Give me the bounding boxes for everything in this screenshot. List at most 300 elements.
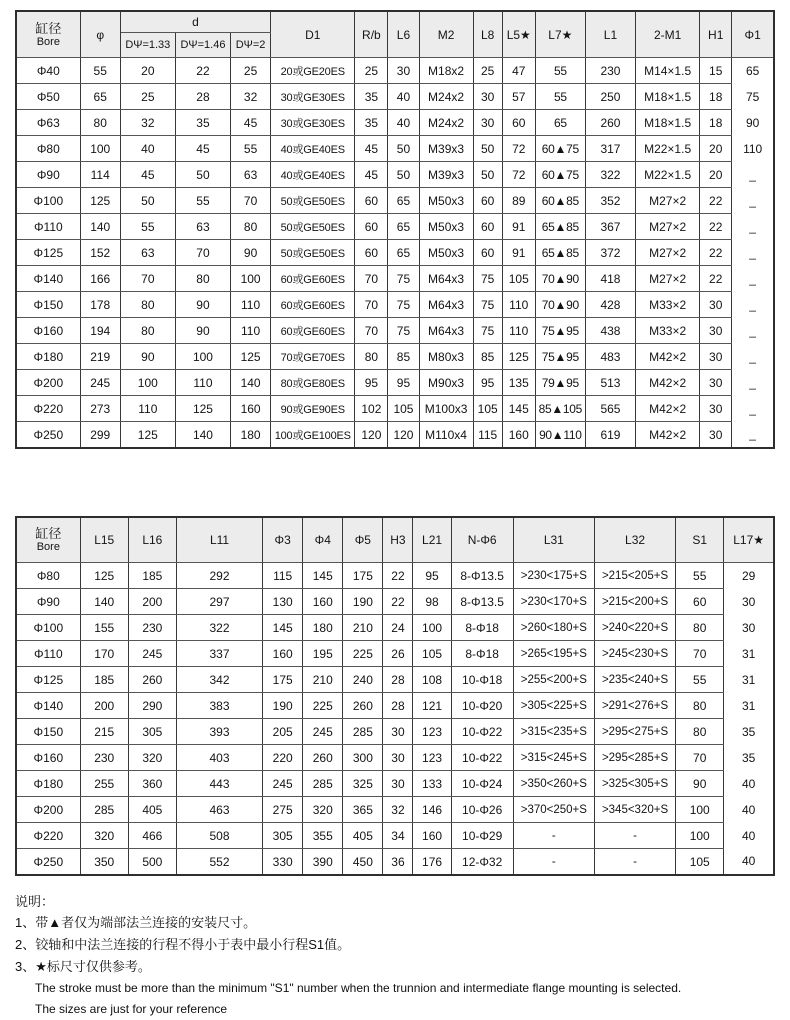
value-cell: M100x3 [419,396,473,422]
value-cell: _ [732,344,774,370]
value-cell: 55 [535,58,585,84]
bore-cell: Φ90 [16,589,80,615]
bore-cell: Φ40 [16,58,80,84]
header-phi1: Φ1 [732,11,774,58]
value-cell: >260<180+S [513,615,594,641]
value-cell: M42×2 [636,370,700,396]
table-row [16,318,774,344]
note-english-1: The stroke must be more than the minimum "S1" number when the trunnion and intermediate flange mounting is selected. [35,981,682,995]
value-cell: 63 [175,214,230,240]
value-cell: 75 [388,318,419,344]
value-cell: 25 [120,84,175,110]
value-cell: 8-Φ18 [451,641,513,667]
table-row [16,823,774,849]
value-cell: 22 [175,58,230,84]
value-cell: _ [732,266,774,292]
value-cell: 130 [263,589,303,615]
value-cell: 360 [128,771,176,797]
value-cell: 365 [343,797,383,823]
value-cell: 55 [231,136,271,162]
value-cell: 60 [473,214,502,240]
value-cell: >345<320+S [594,797,675,823]
value-cell: 160 [413,823,451,849]
value-cell: 30 [383,771,413,797]
bore-cell: Φ50 [16,84,80,110]
header-bore-en: Bore [36,541,60,553]
value-cell: 22 [700,188,732,214]
value-cell: 275 [263,797,303,823]
value-cell: 91 [502,240,535,266]
value-cell: 383 [176,693,262,719]
value-cell: M18×1.5 [636,110,700,136]
value-cell: 273 [80,396,120,422]
value-cell: 90▲110 [535,422,585,449]
value-cell: 60或GE60ES [271,318,355,344]
note-item-2: 2、铰轴和中法兰连接的行程不得小于表中最小行程S1值。 [15,937,351,952]
table-row [16,344,774,370]
value-cell: 45 [355,162,388,188]
bore-cell: Φ160 [16,318,80,344]
value-cell: 180 [303,615,343,641]
value-cell: 330 [263,849,303,876]
value-cell: 65 [732,58,774,84]
value-cell: 60 [355,188,388,214]
value-cell: 125 [120,422,175,449]
value-cell: 57 [502,84,535,110]
value-cell: 105 [473,396,502,422]
bore-cell: Φ100 [16,188,80,214]
value-cell: 320 [80,823,128,849]
value-cell: 50或GE50ES [271,214,355,240]
value-cell: 70▲90 [535,292,585,318]
bore-cell: Φ220 [16,396,80,422]
bore-cell: Φ140 [16,266,80,292]
value-cell: >325<305+S [594,771,675,797]
header-h3: H3 [383,517,413,563]
value-cell: 120 [355,422,388,449]
value-cell: 100 [80,136,120,162]
value-cell: M22×1.5 [636,162,700,188]
value-cell: 40 [724,849,774,876]
value-cell: 55 [120,214,175,240]
table2-body [16,563,774,876]
value-cell: 15 [700,58,732,84]
bore-cell: Φ110 [16,641,80,667]
value-cell: 75 [473,266,502,292]
value-cell: 176 [413,849,451,876]
value-cell: 95 [355,370,388,396]
value-cell: M18x2 [419,58,473,84]
header-bore [16,11,80,58]
value-cell: 90 [175,292,230,318]
value-cell: 220 [263,745,303,771]
value-cell: 105 [502,266,535,292]
value-cell: 125 [502,344,535,370]
value-cell: 90 [676,771,724,797]
value-cell: 70 [355,266,388,292]
table-row [16,370,774,396]
value-cell: 320 [128,745,176,771]
value-cell: 195 [303,641,343,667]
value-cell: 75 [732,84,774,110]
value-cell: 90 [231,240,271,266]
value-cell: 50或GE50ES [271,188,355,214]
value-cell: - [594,823,675,849]
value-cell: 30 [388,58,419,84]
value-cell: 30 [700,370,732,396]
header-l16: L16 [128,517,176,563]
value-cell: 114 [80,162,120,188]
value-cell: 12-Φ32 [451,849,513,876]
value-cell: 60或GE60ES [271,266,355,292]
value-cell: 30或GE30ES [271,84,355,110]
value-cell: 110 [231,318,271,344]
value-cell: 260 [343,693,383,719]
value-cell: _ [732,214,774,240]
value-cell: 105 [388,396,419,422]
header-bore-cn: 缸径 [35,526,62,541]
table1-header [16,11,774,58]
table-row [16,563,774,589]
value-cell: 20 [700,162,732,188]
value-cell: 355 [303,823,343,849]
value-cell: 70 [676,745,724,771]
header-l7: L7★ [535,11,585,58]
value-cell: 80 [676,615,724,641]
value-cell: 60 [502,110,535,136]
value-cell: M39x3 [419,136,473,162]
value-cell: 565 [585,396,635,422]
value-cell: 65 [388,188,419,214]
value-cell: 120 [388,422,419,449]
value-cell: 50 [388,136,419,162]
value-cell: 110 [502,292,535,318]
value-cell: >245<230+S [594,641,675,667]
value-cell: 125 [231,344,271,370]
value-cell: 337 [176,641,262,667]
value-cell: 200 [80,693,128,719]
value-cell: 95 [388,370,419,396]
value-cell: M42×2 [636,396,700,422]
value-cell: 110 [502,318,535,344]
value-cell: M42×2 [636,344,700,370]
value-cell: 70 [175,240,230,266]
value-cell: 35 [175,110,230,136]
value-cell: 8-Φ18 [451,615,513,641]
header-rb: R/b [355,11,388,58]
value-cell: _ [732,240,774,266]
value-cell: 105 [676,849,724,876]
table-row [16,240,774,266]
value-cell: 513 [585,370,635,396]
bore-cell: Φ150 [16,292,80,318]
value-cell: 100或GE100ES [271,422,355,449]
value-cell: 28 [175,84,230,110]
header-2m1: 2-M1 [636,11,700,58]
value-cell: 90 [175,318,230,344]
value-cell: 29 [724,563,774,589]
value-cell: 85 [473,344,502,370]
value-cell: 75 [473,292,502,318]
value-cell: 80 [120,292,175,318]
value-cell: 22 [700,214,732,240]
value-cell: M24x2 [419,110,473,136]
value-cell: 205 [263,719,303,745]
value-cell: - [594,849,675,876]
value-cell: >235<240+S [594,667,675,693]
bore-cell: Φ180 [16,771,80,797]
bore-cell: Φ100 [16,615,80,641]
value-cell: 372 [585,240,635,266]
value-cell: 85▲105 [535,396,585,422]
value-cell: 65 [388,240,419,266]
bore-cell: Φ200 [16,797,80,823]
value-cell: 115 [263,563,303,589]
value-cell: 225 [343,641,383,667]
bore-cell: Φ250 [16,849,80,876]
value-cell: 125 [175,396,230,422]
header-l21: L21 [413,517,451,563]
value-cell: 80 [175,266,230,292]
value-cell: M64x3 [419,292,473,318]
table-row [16,214,774,240]
value-cell: 405 [343,823,383,849]
value-cell: 25 [231,58,271,84]
header-phi: φ [80,11,120,58]
value-cell: 8-Φ13.5 [451,563,513,589]
value-cell: 190 [263,693,303,719]
value-cell: 180 [231,422,271,449]
value-cell: 80 [231,214,271,240]
header-l31: L31 [513,517,594,563]
value-cell: 50 [175,162,230,188]
value-cell: 70 [355,292,388,318]
value-cell: 255 [80,771,128,797]
value-cell: >215<205+S [594,563,675,589]
value-cell: 95 [473,370,502,396]
value-cell: 160 [502,422,535,449]
value-cell: 194 [80,318,120,344]
value-cell: 75 [473,318,502,344]
value-cell: 32 [120,110,175,136]
header-l17: L17★ [724,517,774,563]
value-cell: 185 [128,563,176,589]
value-cell: 30 [473,110,502,136]
value-cell: _ [732,422,774,449]
value-cell: 123 [413,745,451,771]
value-cell: 619 [585,422,635,449]
value-cell: 418 [585,266,635,292]
value-cell: 299 [80,422,120,449]
value-cell: 32 [383,797,413,823]
value-cell: 125 [80,563,128,589]
bore-cell: Φ80 [16,136,80,162]
table-row [16,797,774,823]
value-cell: >370<250+S [513,797,594,823]
value-cell: 210 [303,667,343,693]
table-row [16,396,774,422]
value-cell: 245 [80,370,120,396]
value-cell: 40 [724,797,774,823]
value-cell: >291<276+S [594,693,675,719]
value-cell: 30 [724,615,774,641]
header-h1: H1 [700,11,732,58]
value-cell: 89 [502,188,535,214]
bore-cell: Φ63 [16,110,80,136]
value-cell: 215 [80,719,128,745]
value-cell: 100 [231,266,271,292]
value-cell: - [513,849,594,876]
value-cell: 245 [303,719,343,745]
value-cell: 22 [383,563,413,589]
value-cell: 500 [128,849,176,876]
header-phi5: Φ5 [343,517,383,563]
value-cell: 80 [676,719,724,745]
value-cell: 40 [120,136,175,162]
value-cell: 45 [355,136,388,162]
bore-cell: Φ140 [16,693,80,719]
value-cell: 30 [700,422,732,449]
value-cell: >230<175+S [513,563,594,589]
value-cell: 110 [120,396,175,422]
value-cell: 175 [263,667,303,693]
value-cell: 390 [303,849,343,876]
table-row [16,667,774,693]
table-row [16,422,774,449]
value-cell: 32 [231,84,271,110]
value-cell: M42×2 [636,422,700,449]
value-cell: 18 [700,84,732,110]
value-cell: 393 [176,719,262,745]
value-cell: 305 [128,719,176,745]
value-cell: >265<195+S [513,641,594,667]
value-cell: M90x3 [419,370,473,396]
value-cell: 552 [176,849,262,876]
table-row [16,266,774,292]
value-cell: 70 [355,318,388,344]
value-cell: 170 [80,641,128,667]
value-cell: 30或GE30ES [271,110,355,136]
value-cell: 80 [676,693,724,719]
value-cell: 320 [303,797,343,823]
value-cell: _ [732,162,774,188]
value-cell: 65▲85 [535,214,585,240]
header-m2: M2 [419,11,473,58]
note-item-1: 1、带▲者仅为端部法兰连接的安装尺寸。 [15,915,257,930]
value-cell: 75▲95 [535,318,585,344]
value-cell: 317 [585,136,635,162]
value-cell: 450 [343,849,383,876]
value-cell: 50 [473,136,502,162]
header-nphi6: N-Φ6 [451,517,513,563]
value-cell: M22×1.5 [636,136,700,162]
value-cell: 22 [700,266,732,292]
header-d: d [120,11,270,33]
table-row [16,188,774,214]
value-cell: 403 [176,745,262,771]
value-cell: 50 [120,188,175,214]
value-cell: 98 [413,589,451,615]
value-cell: M50x3 [419,188,473,214]
value-cell: 34 [383,823,413,849]
value-cell: 65 [535,110,585,136]
value-cell: 50 [473,162,502,188]
dimension-table-2 [15,516,775,876]
value-cell: 140 [80,214,120,240]
value-cell: 10-Φ29 [451,823,513,849]
value-cell: 55 [80,58,120,84]
value-cell: 245 [128,641,176,667]
value-cell: 230 [128,615,176,641]
value-cell: 115 [473,422,502,449]
value-cell: 45 [175,136,230,162]
value-cell: 40 [388,84,419,110]
value-cell: 508 [176,823,262,849]
value-cell: 90或GE90ES [271,396,355,422]
value-cell: M110x4 [419,422,473,449]
value-cell: M18×1.5 [636,84,700,110]
value-cell: 100 [175,344,230,370]
value-cell: 60 [473,240,502,266]
value-cell: >315<245+S [513,745,594,771]
table-row [16,615,774,641]
header-d-sub-133: DΨ=1.33 [120,33,175,58]
value-cell: 10-Φ22 [451,745,513,771]
value-cell: 125 [80,188,120,214]
value-cell: 25 [355,58,388,84]
value-cell: 72 [502,162,535,188]
value-cell: 85 [388,344,419,370]
bore-cell: Φ220 [16,823,80,849]
value-cell: 145 [502,396,535,422]
value-cell: 322 [176,615,262,641]
value-cell: 8-Φ13.5 [451,589,513,615]
value-cell: 65 [388,214,419,240]
value-cell: 65 [80,84,120,110]
value-cell: 90 [732,110,774,136]
table-row [16,162,774,188]
value-cell: 60▲85 [535,188,585,214]
value-cell: 30 [724,589,774,615]
value-cell: 10-Φ22 [451,719,513,745]
bore-cell: Φ125 [16,240,80,266]
value-cell: 60 [676,589,724,615]
value-cell: 200 [128,589,176,615]
value-cell: 70▲90 [535,266,585,292]
value-cell: 36 [383,849,413,876]
value-cell: 297 [176,589,262,615]
value-cell: 79▲95 [535,370,585,396]
header-phi3: Φ3 [263,517,303,563]
value-cell: M33×2 [636,292,700,318]
value-cell: 260 [585,110,635,136]
value-cell: 285 [303,771,343,797]
value-cell: 20 [700,136,732,162]
value-cell: 140 [231,370,271,396]
value-cell: 31 [724,667,774,693]
value-cell: 305 [263,823,303,849]
value-cell: 466 [128,823,176,849]
value-cell: 102 [355,396,388,422]
value-cell: M64x3 [419,318,473,344]
value-cell: 18 [700,110,732,136]
value-cell: 60 [473,188,502,214]
value-cell: 190 [343,589,383,615]
value-cell: >255<200+S [513,667,594,693]
value-cell: 50或GE50ES [271,240,355,266]
value-cell: 160 [231,396,271,422]
bore-cell: Φ110 [16,214,80,240]
